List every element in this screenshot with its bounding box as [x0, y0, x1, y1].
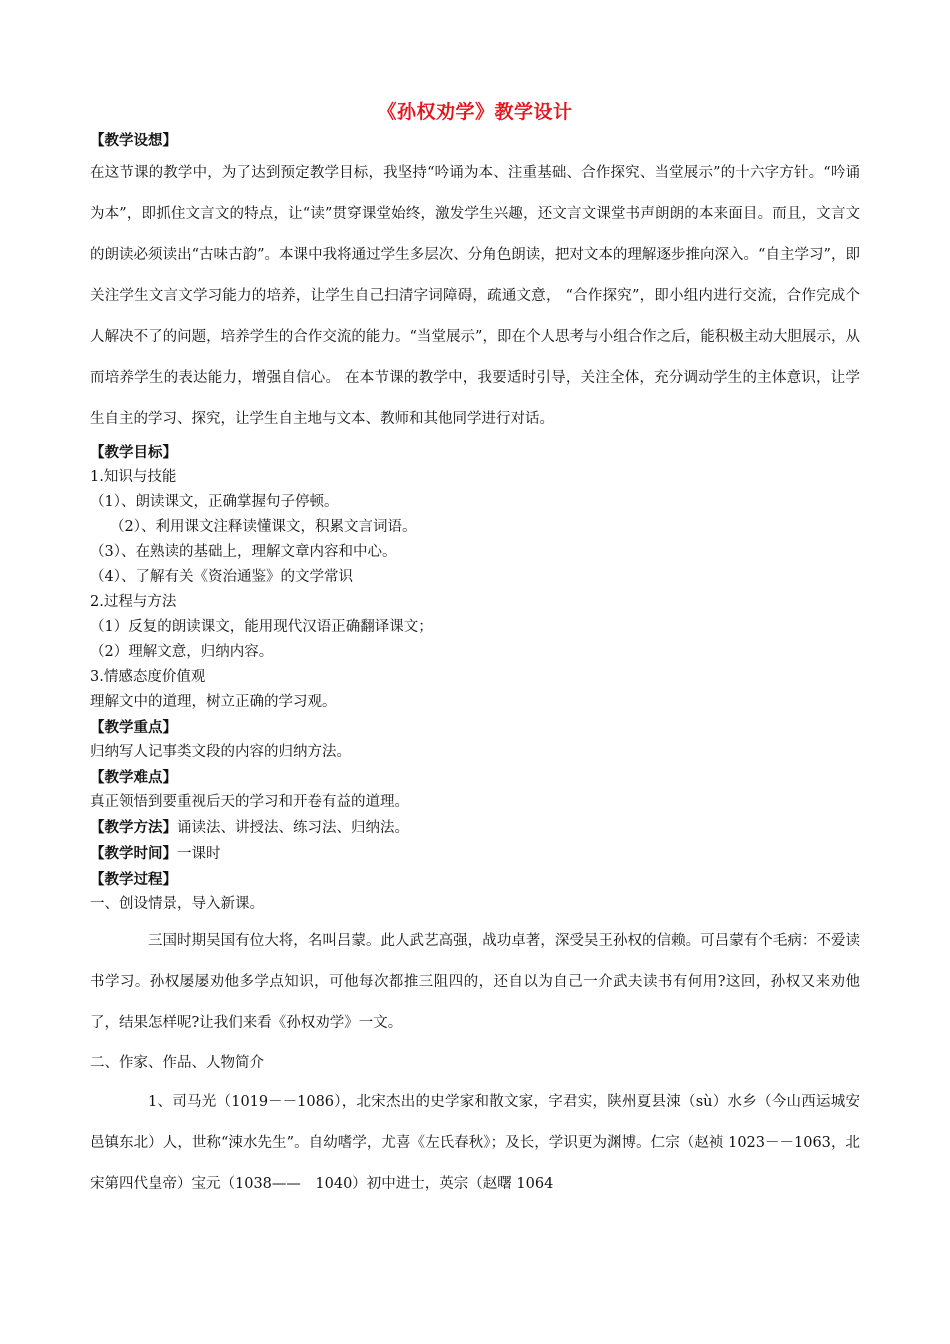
process-step2-title: 二、作家、作品、人物简介 [90, 1055, 264, 1071]
goal-item: （3）、在熟读的基础上，理解文章内容和中心。 [90, 544, 397, 560]
difficulty-text: 真正领悟到要重视后天的学习和开卷有益的道理。 [90, 794, 409, 810]
method-heading: 【教学方法】 [90, 819, 177, 836]
process-step1-title: 一、创设情景，导入新课。 [90, 896, 264, 912]
goal-item: （4）、了解有关《资治通鉴》的文学常识 [90, 569, 353, 585]
key-text: 归纳写人记事类文段的内容的归纳方法。 [90, 744, 351, 760]
section-heading-process: 【教学过程】 [90, 871, 177, 888]
goal-item: 理解文中的道理，树立正确的学习观。 [90, 694, 337, 710]
time-heading: 【教学时间】 [90, 845, 177, 862]
time-text: 一课时 [177, 846, 221, 862]
section-heading-key: 【教学重点】 [90, 719, 177, 736]
section-heading-idea: 【教学设想】 [90, 132, 177, 149]
process-step2-text: 1、司马光（1019－－1086），北宋杰出的史学家和散文家，字君实，陕州夏县涑（sù）水乡（今山西运城安邑镇东北）人，世称“涑水先生”。自幼嗜学，尤喜《左氏春秋》；及长，学识更为渊博。仁宗（赵祯 1023－－1063，北宋第四代皇帝）宝元（1038—— 1040）初中进士，英宗（赵曙 1064 [90, 1094, 860, 1192]
section-heading-difficulty: 【教学难点】 [90, 769, 177, 786]
idea-paragraph: 在这节课的教学中，为了达到预定教学目标，我坚持“吟诵为本、注重基础、合作探究、当堂展示”的十六字方针。“吟诵为本”，即抓住文言文的特点，让“读”贯穿课堂始终，激发学生兴趣，还文言文课堂书声朗朗的本来面目。而且，文言文的朗读必须读出“古味古韵”。本课中我将通过学生多层次、分角色朗读，把对文本的理解逐步推向深入。“自主学习”，即关注学生文言文学习能力的培养，让学生自己扫清字词障碍，疏通文意， “合作探究”，即小组内进行交流，合作完成个人解决不了的问题，培养学生的合作交流的能力。“当堂展示”，即在个人思考与小组合作之后，能积极主动大胆展示，从而培养学生的表达能力，增强自信心。 在本节课的教学中，我要适时引导，关注全体，充分调动学生的主体意识，让学生自主的学习、探究，让学生自主地与文本、教师和其他同学进行对话。 [90, 165, 860, 427]
document-page [90, 96, 860, 1205]
goal-item: 3.情感态度价值观 [90, 669, 206, 685]
goal-item: （2）、利用课文注释读懂课文，积累文言词语。 [110, 519, 417, 535]
section-heading-method [90, 815, 860, 841]
method-text: 诵读法、讲授法、练习法、归纳法。 [177, 820, 409, 836]
goal-item: （2）理解文意，归纳内容。 [90, 644, 274, 660]
goal-item: （1）、朗读课文，正确掌握句子停顿。 [90, 494, 339, 510]
goal-item: 1.知识与技能 [90, 469, 177, 485]
section-heading-goals: 【教学目标】 [90, 444, 177, 461]
process-step1-text: 三国时期吴国有位大将，名叫吕蒙。此人武艺高强，战功卓著，深受吴王孙权的信赖。可吕蒙有个毛病：不爱读书学习。孙权屡屡劝他多学点知识，可他每次都推三阻四的，还自以为自己一介武夫读书有何用?这回，孙权又来劝他了，结果怎样呢?让我们来看《孙权劝学》一文。 [90, 933, 860, 1031]
document-title: 《孙权劝学》教学设计 [377, 101, 573, 123]
goal-item: （1）反复的朗读课文，能用现代汉语正确翻译课文； [90, 619, 433, 635]
section-heading-time [90, 841, 860, 867]
goal-item: 2.过程与方法 [90, 594, 177, 610]
